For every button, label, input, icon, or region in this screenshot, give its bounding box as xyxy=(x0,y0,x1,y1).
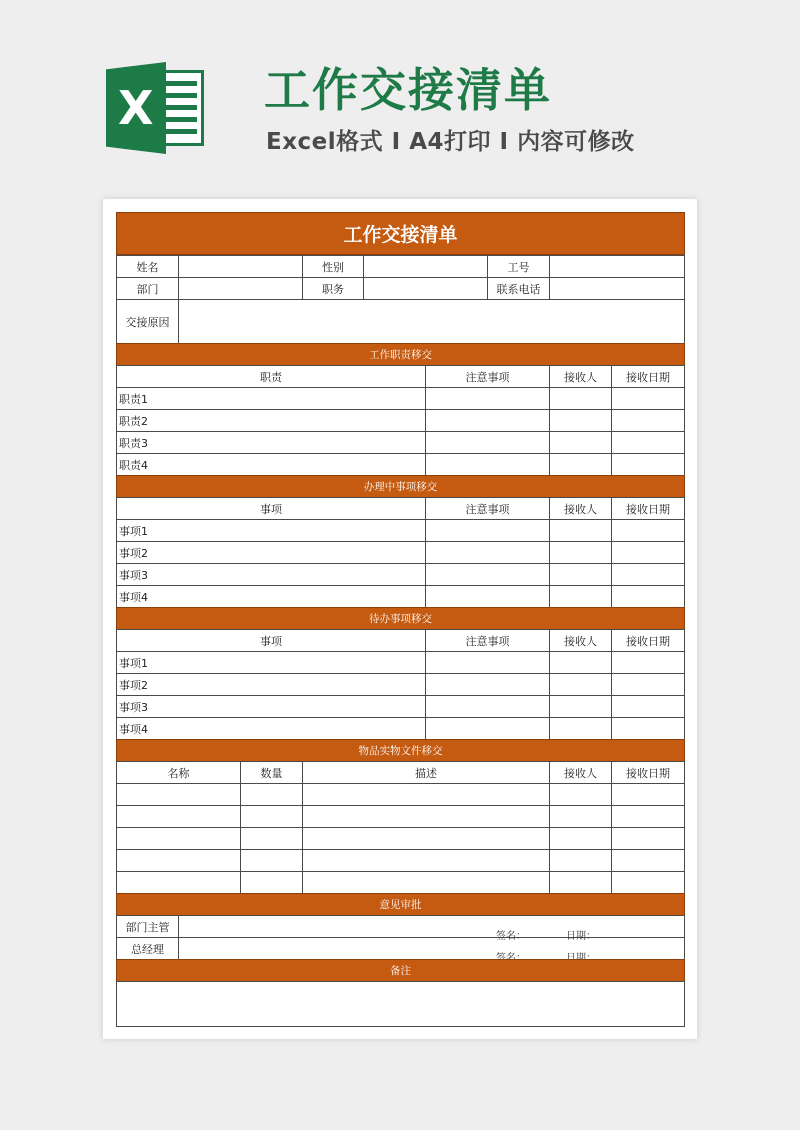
item-receiver-cell[interactable] xyxy=(549,783,612,806)
position-label: 职务 xyxy=(302,277,364,300)
pending-receiver-cell[interactable] xyxy=(549,695,612,718)
reason-field[interactable] xyxy=(178,299,685,344)
in-progress-receiver-cell[interactable] xyxy=(549,519,612,542)
items-header-date: 接收日期 xyxy=(611,761,685,784)
duty-date-cell[interactable] xyxy=(611,409,685,432)
in-progress-notes-cell[interactable] xyxy=(425,541,550,564)
in-progress-date-cell[interactable] xyxy=(611,519,685,542)
name-label: 姓名 xyxy=(116,255,179,278)
duty-notes-cell[interactable] xyxy=(425,387,550,410)
phone-field[interactable] xyxy=(549,277,685,300)
pending-receiver-cell[interactable] xyxy=(549,651,612,674)
pending-notes-cell[interactable] xyxy=(425,717,550,740)
in-progress-date-cell[interactable] xyxy=(611,541,685,564)
duty-row-label: 职责1 xyxy=(116,387,426,410)
item-date-cell[interactable] xyxy=(611,805,685,828)
items-band: 物品实物文件移交 xyxy=(116,739,685,762)
employee-id-label: 工号 xyxy=(487,255,550,278)
phone-label: 联系电话 xyxy=(487,277,550,300)
pending-band: 待办事项移交 xyxy=(116,607,685,630)
item-description-cell[interactable] xyxy=(302,783,550,806)
remarks-band: 备注 xyxy=(116,959,685,982)
in-progress-receiver-cell[interactable] xyxy=(549,563,612,586)
duty-notes-cell[interactable] xyxy=(425,453,550,476)
page-title: 工作交接清单 xyxy=(264,63,552,117)
duty-notes-cell[interactable] xyxy=(425,409,550,432)
in-progress-row-label: 事项1 xyxy=(116,519,426,542)
signature-hint: 签名： xyxy=(496,931,526,942)
duty-row-label: 职责2 xyxy=(116,409,426,432)
pending-header-notes: 注意事项 xyxy=(425,629,550,652)
duties-band: 工作职责移交 xyxy=(116,343,685,366)
duty-date-cell[interactable] xyxy=(611,453,685,476)
pending-date-cell[interactable] xyxy=(611,651,685,674)
item-date-cell[interactable] xyxy=(611,849,685,872)
pending-date-cell[interactable] xyxy=(611,673,685,696)
employee-id-field[interactable] xyxy=(549,255,685,278)
item-receiver-cell[interactable] xyxy=(549,827,612,850)
pending-date-cell[interactable] xyxy=(611,695,685,718)
duty-row-label: 职责3 xyxy=(116,431,426,454)
duties-header-receiver: 接收人 xyxy=(549,365,612,388)
pending-row-label: 事项3 xyxy=(116,695,426,718)
item-name-cell[interactable] xyxy=(116,849,241,872)
item-description-cell[interactable] xyxy=(302,805,550,828)
item-date-cell[interactable] xyxy=(611,783,685,806)
page-subtitle: Excel格式 I A4打印 I 内容可修改 xyxy=(266,129,635,155)
items-header-quantity: 数量 xyxy=(240,761,303,784)
pending-header-receiver: 接收人 xyxy=(549,629,612,652)
item-receiver-cell[interactable] xyxy=(549,871,612,894)
date-hint: 日期： xyxy=(566,931,596,942)
approval-row-label: 总经理 xyxy=(116,937,179,960)
in-progress-header-notes: 注意事项 xyxy=(425,497,550,520)
item-date-cell[interactable] xyxy=(611,871,685,894)
form-title: 工作交接清单 xyxy=(116,212,685,255)
item-receiver-cell[interactable] xyxy=(549,849,612,872)
pending-row-label: 事项4 xyxy=(116,717,426,740)
item-quantity-cell[interactable] xyxy=(240,805,303,828)
item-quantity-cell[interactable] xyxy=(240,783,303,806)
pending-date-cell[interactable] xyxy=(611,717,685,740)
duty-receiver-cell[interactable] xyxy=(549,409,612,432)
item-quantity-cell[interactable] xyxy=(240,871,303,894)
duty-receiver-cell[interactable] xyxy=(549,431,612,454)
items-header-receiver: 接收人 xyxy=(549,761,612,784)
duties-header-date: 接收日期 xyxy=(611,365,685,388)
pending-receiver-cell[interactable] xyxy=(549,673,612,696)
pending-row-label: 事项1 xyxy=(116,651,426,674)
duty-receiver-cell[interactable] xyxy=(549,387,612,410)
pending-notes-cell[interactable] xyxy=(425,673,550,696)
in-progress-header-date: 接收日期 xyxy=(611,497,685,520)
position-field[interactable] xyxy=(363,277,488,300)
department-label: 部门 xyxy=(116,277,179,300)
in-progress-header-receiver: 接收人 xyxy=(549,497,612,520)
item-description-cell[interactable] xyxy=(302,871,550,894)
in-progress-notes-cell[interactable] xyxy=(425,585,550,608)
reason-label: 交接原因 xyxy=(116,299,179,344)
pending-notes-cell[interactable] xyxy=(425,651,550,674)
in-progress-receiver-cell[interactable] xyxy=(549,541,612,564)
pending-header-item: 事项 xyxy=(116,629,426,652)
item-quantity-cell[interactable] xyxy=(240,827,303,850)
duty-receiver-cell[interactable] xyxy=(549,453,612,476)
gender-field[interactable] xyxy=(363,255,488,278)
logo-letter: X xyxy=(118,81,154,135)
in-progress-date-cell[interactable] xyxy=(611,585,685,608)
item-description-cell[interactable] xyxy=(302,827,550,850)
excel-logo-icon xyxy=(106,62,206,154)
item-name-cell[interactable] xyxy=(116,827,241,850)
item-name-cell[interactable] xyxy=(116,805,241,828)
item-description-cell[interactable] xyxy=(302,849,550,872)
gender-label: 性别 xyxy=(302,255,364,278)
pending-notes-cell[interactable] xyxy=(425,695,550,718)
duty-date-cell[interactable] xyxy=(611,387,685,410)
approval-band: 意见审批 xyxy=(116,893,685,916)
in-progress-row-label: 事项3 xyxy=(116,563,426,586)
items-header-description: 描述 xyxy=(302,761,550,784)
duty-date-cell[interactable] xyxy=(611,431,685,454)
item-name-cell[interactable] xyxy=(116,871,241,894)
in-progress-band: 办理中事项移交 xyxy=(116,475,685,498)
duties-header-duty: 职责 xyxy=(116,365,426,388)
duty-row-label: 职责4 xyxy=(116,453,426,476)
in-progress-notes-cell[interactable] xyxy=(425,563,550,586)
in-progress-date-cell[interactable] xyxy=(611,563,685,586)
pending-receiver-cell[interactable] xyxy=(549,717,612,740)
items-header-name: 名称 xyxy=(116,761,241,784)
approval-row-label: 部门主管 xyxy=(116,915,179,938)
department-field[interactable] xyxy=(178,277,303,300)
item-name-cell[interactable] xyxy=(116,783,241,806)
name-field[interactable] xyxy=(178,255,303,278)
pending-row-label: 事项2 xyxy=(116,673,426,696)
item-receiver-cell[interactable] xyxy=(549,805,612,828)
item-date-cell[interactable] xyxy=(611,827,685,850)
in-progress-header-item: 事项 xyxy=(116,497,426,520)
pending-header-date: 接收日期 xyxy=(611,629,685,652)
in-progress-row-label: 事项4 xyxy=(116,585,426,608)
remarks-field[interactable] xyxy=(116,981,685,1027)
item-quantity-cell[interactable] xyxy=(240,849,303,872)
in-progress-notes-cell[interactable] xyxy=(425,519,550,542)
duty-notes-cell[interactable] xyxy=(425,431,550,454)
duties-header-notes: 注意事项 xyxy=(425,365,550,388)
in-progress-row-label: 事项2 xyxy=(116,541,426,564)
in-progress-receiver-cell[interactable] xyxy=(549,585,612,608)
